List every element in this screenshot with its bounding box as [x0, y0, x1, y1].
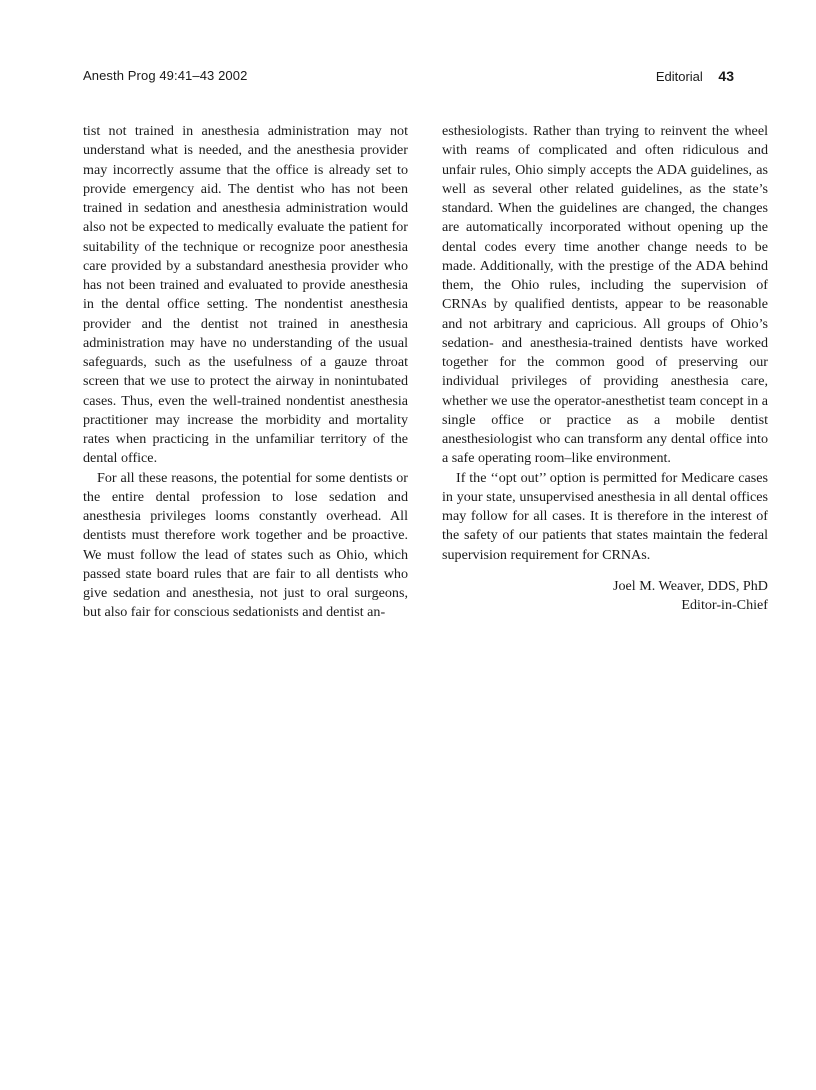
- paragraph: tist not trained in anesthesia administration may not understand what is needed, and the anesthesia provider may incorrectly assume that the office is already set to provide emergency aid. The dentist who has not been trained in sedation and anesthesia administration would also not be expected to medically evaluate the patient for suitability of the technique or recognize poor anesthesia care provided by a substandard anesthesia provider who has not been trained and evaluated to provide anesthesia in the dental office setting. The nondentist anesthesia provider and the dentist not trained in anesthesia administration may have no understanding of the usual safeguards, such as the usefulness of a gauze throat screen that we use to protect the airway in nonintubated cases. Thus, even the well-trained nondentist anesthesia practitioner may increase the morbidity and mortality rates when practicing in the unfamiliar territory of the dental office.: [83, 123, 408, 467]
- signature-block: [442, 577, 768, 616]
- author-name: Joel M. Weaver, DDS, PhD: [612, 577, 768, 594]
- left-column: [83, 122, 408, 623]
- paragraph: For all these reasons, the potential for some dentists or the entire dental profession to lose sedation and anesthesia privileges looms constantly overhead. All dentists must therefore work together and be proactive. We must follow the lead of states such as Ohio, which passed state board rules that are fair to all dentists who give sedation and anesthesia, not just to oral surgeons, but also fair for conscious sedationists and dentist an-: [83, 469, 408, 621]
- paragraph: esthesiologists. Rather than trying to reinvent the wheel with reams of complicated and often ridiculous and unfair rules, Ohio simply accepts the ADA guidelines, as well as several other related guidelines, as the state’s standard. When the guidelines are changed, the changes are automatically incorporated without opening up the dental codes every time another change needs to be made. Additionally, with the prestige of the ADA behind them, the Ohio rules, including the supervision of CRNAs by qualified dentists, appear to be reasonable and not arbitrary and capricious. All groups of Ohio’s sedation- and anesthesia-trained dentists have worked together for the common good of preserving our individual privileges of providing anesthesia care, whether we use the operator-anesthetist team concept in a single office or practice as a mobile dentist anesthesiologist who can transform any dental office into a safe operating room–like environment.: [442, 123, 768, 467]
- right-column: [442, 122, 768, 616]
- running-header: [83, 66, 734, 86]
- paragraph: If the ‘‘opt out’’ option is permitted for Medicare cases in your state, unsupervised anesthesia in all dental offices may follow for all cases. It is therefore in the interest of the safety of our patients that states maintain the federal supervision requirement for CRNAs.: [442, 469, 768, 563]
- header-right: [656, 66, 734, 87]
- author-title: Editor-in-Chief: [681, 597, 768, 614]
- page-number: 43: [718, 68, 734, 84]
- journal-citation: Anesth Prog 49:41–43 2002: [83, 68, 248, 83]
- section-label: Editorial: [655, 69, 703, 84]
